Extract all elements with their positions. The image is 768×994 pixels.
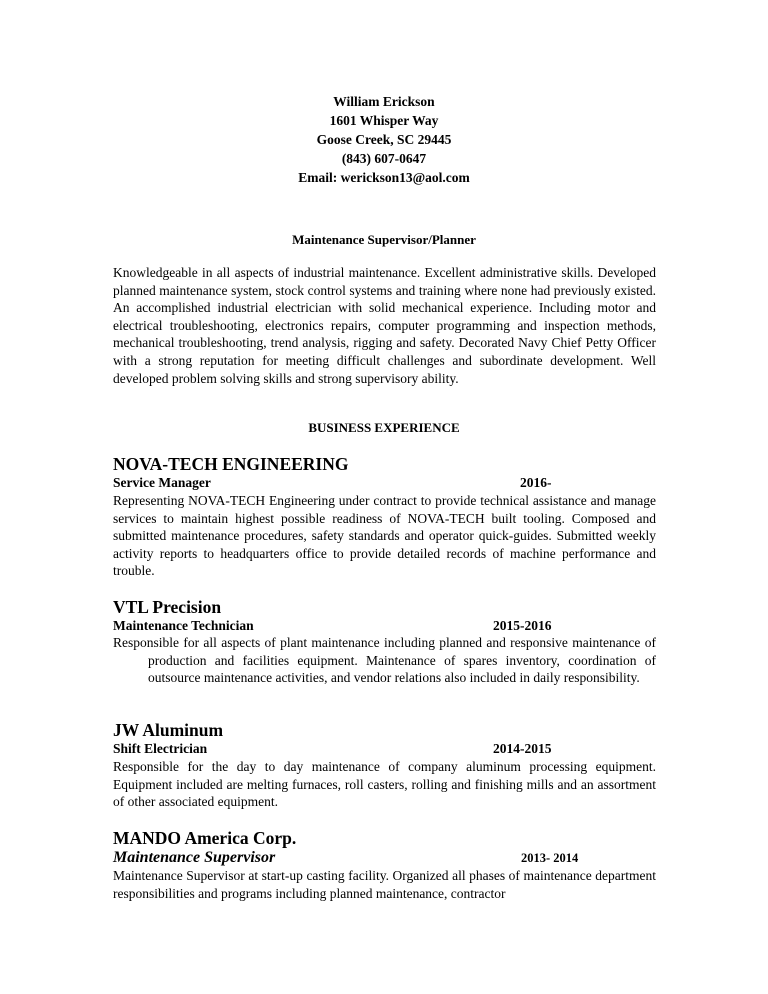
job-dates: 2014-2015	[493, 741, 552, 756]
street-address: 1601 Whisper Way	[329, 113, 439, 128]
job-title: Shift Electrician	[113, 741, 208, 756]
role-row	[113, 740, 673, 758]
job-description: Maintenance Supervisor at start-up casting facility. Organized all phases of maintenance department responsibilities and programs including planned maintenance, contractor	[113, 868, 656, 901]
role-row	[113, 474, 673, 492]
job-description: Representing NOVA-TECH Engineering under contract to provide technical assistance and manage services to maintain highest possible readiness of NOVA-TECH built tooling. Composed and submitted maintenance procedures, safety standards and operator quick-guides. Submitted weekly activity reports to headquarters office to provide detailed records of machine performance and trouble.	[113, 493, 656, 579]
job-dates: 2016-	[520, 475, 552, 490]
phone-number: (843) 607-0647	[341, 151, 427, 166]
contact-header	[0, 92, 768, 187]
objective-title: Maintenance Supervisor/Planner	[292, 232, 476, 247]
role-row	[113, 617, 673, 635]
job-title: Service Manager	[113, 475, 211, 490]
city-state-zip: Goose Creek, SC 29445	[316, 132, 452, 147]
company-name: MANDO America Corp.	[113, 828, 297, 848]
company-name: JW Aluminum	[113, 720, 224, 740]
business-experience-heading: BUSINESS EXPERIENCE	[308, 420, 460, 435]
job-dates: 2015-2016	[493, 618, 552, 633]
job-title: Maintenance Technician	[113, 618, 254, 633]
summary-paragraph: Knowledgeable in all aspects of industrial maintenance. Excellent administrative skills. Developed planned maintenance system, stock control systems and training where none had previously existed. An accomplished industrial electrician with solid mechanical experience. Including motor and electrical troubleshooting, electronics repairs, computer programming and inspection methods, mechanical troubleshooting, trend analysis, rigging and safety. Decorated Navy Chief Petty Officer with a strong reputation for meeting difficult challenges and subordinate development. Well developed problem solving skills and strong supervisory ability.	[113, 265, 656, 386]
candidate-name: William Erickson	[333, 94, 435, 109]
role-row	[113, 849, 673, 867]
job-dates: 2013- 2014	[521, 851, 579, 865]
email-address: Email: werickson13@aol.com	[298, 170, 470, 185]
company-name: NOVA-TECH ENGINEERING	[113, 454, 349, 474]
job-description: Responsible for all aspects of plant maintenance including planned and responsive maintenance of production and facilities equipment. Maintenance of spares inventory, coordination of outsource maintenance activities, and vendor relations also included in daily responsibility.	[113, 635, 656, 686]
job-title: Maintenance Supervisor	[113, 849, 276, 866]
company-name: VTL Precision	[113, 597, 222, 617]
job-description: Responsible for the day to day maintenance of company aluminum processing equipment. Equipment included are melting furnaces, roll casters, rolling and finishing mills and an assortment of other associated equipment.	[113, 759, 656, 810]
